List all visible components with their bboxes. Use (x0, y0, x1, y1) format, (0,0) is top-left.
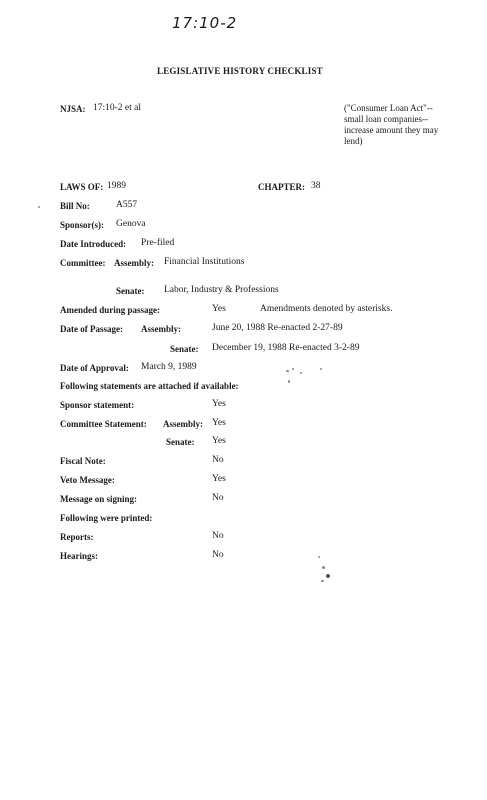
chapter-label: CHAPTER: (258, 182, 305, 192)
statements-attached-heading: Following statements are attached if available: (60, 381, 239, 391)
handwritten-number: 17:10-2 (172, 14, 238, 32)
bill-no-label: Bill No: (60, 201, 90, 211)
amended-value: Yes (212, 304, 226, 314)
bill-no-value: A557 (116, 200, 138, 210)
message-on-signing-value: No (212, 493, 224, 503)
laws-of-label: LAWS OF: (60, 182, 104, 192)
chapter-value: 38 (311, 181, 321, 191)
committee-statement-senate-value: Yes (212, 436, 226, 446)
date-introduced-value: Pre-filed (141, 238, 175, 248)
bill-description-note: ("Consumer Loan Act"--small loan companies--increase amount they may lend) (344, 103, 439, 146)
veto-message-label: Veto Message: (60, 475, 115, 485)
reports-label: Reports: (60, 532, 94, 542)
sponsor-value: Genova (116, 219, 146, 229)
sponsor-statement-value: Yes (212, 399, 226, 409)
reports-value: No (212, 531, 224, 541)
veto-message-value: Yes (212, 474, 226, 484)
committee-statement-senate-label: Senate: (166, 437, 195, 447)
committee-senate-value: Labor, Industry & Professions (164, 285, 279, 295)
hearings-value: No (212, 550, 224, 560)
committee-statement-label: Committee Statement: (60, 419, 147, 429)
fiscal-note-value: No (212, 455, 224, 465)
passage-assembly-label: Assembly: (141, 324, 181, 334)
committee-senate-label: Senate: (116, 286, 145, 296)
date-of-passage-label: Date of Passage: (60, 324, 123, 334)
njsa-label: NJSA: (60, 104, 86, 114)
hearings-label: Hearings: (60, 551, 98, 561)
passage-assembly-value: June 20, 1988 Re-enacted 2-27-89 (212, 323, 343, 333)
laws-of-value: 1989 (107, 181, 126, 191)
sponsor-label: Sponsor(s): (60, 220, 105, 230)
committee-statement-assembly-label: Assembly: (163, 419, 203, 429)
amended-note: Amendments denoted by asterisks. (260, 304, 393, 314)
njsa-value: 17:10-2 et al (93, 103, 142, 113)
page-title: LEGISLATIVE HISTORY CHECKLIST (157, 66, 323, 76)
date-introduced-label: Date Introduced: (60, 239, 127, 249)
committee-assembly-value: Financial Institutions (164, 257, 245, 267)
sponsor-statement-label: Sponsor statement: (60, 400, 135, 410)
amended-label: Amended during passage: (60, 305, 161, 315)
committee-statement-assembly-value: Yes (212, 418, 226, 428)
date-of-approval-value: March 9, 1989 (141, 362, 197, 372)
committee-assembly-label: Assembly: (114, 258, 154, 268)
fiscal-note-label: Fiscal Note: (60, 456, 106, 466)
message-on-signing-label: Message on signing: (60, 494, 138, 504)
committee-label: Committee: (60, 258, 106, 268)
passage-senate-label: Senate: (170, 344, 199, 354)
printed-heading: Following were printed: (60, 513, 153, 523)
passage-senate-value: December 19, 1988 Re-enacted 3-2-89 (212, 343, 360, 353)
date-of-approval-label: Date of Approval: (60, 363, 129, 373)
